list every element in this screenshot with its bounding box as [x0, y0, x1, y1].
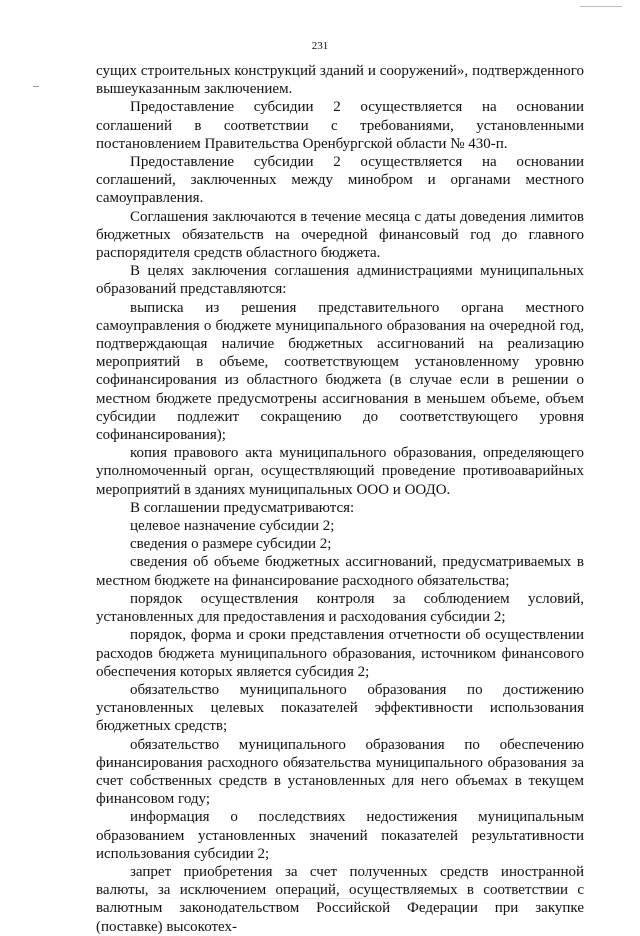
scan-shadow [110, 898, 530, 899]
margin-mark [33, 86, 39, 87]
paragraph-continuation: сущих строительных конструкций зданий и сооружений», подтвержденного вышеуказанным заключением. [96, 63, 584, 98]
paragraph-nonachievement-consequences: информация о последствиях недостижения муниципальным образованием установленных значений показателей результативности использования субсидии 2; [96, 809, 584, 862]
paragraph-currency-ban: запрет приобретения за счет полученных средств иностранной валюты, за исключением операций, осуществляемых в соответствии с валютным законодательством Российской Федерации при закупке (поставке) высокотех- [96, 863, 584, 935]
paragraph-legal-act-copy: копия правового акта муниципального образования, определяющего уполномоченный орган, осуществляющий проведение противоаварийных мероприятий в зданиях муниципальных ООО и ООДО. [96, 445, 584, 498]
paragraph-target-indicators: обязательство муниципального образования по достижению установленных целевых показателей эффективности использования бюджетных средств; [96, 681, 584, 735]
paragraph-purpose: целевое назначение субсидии 2; [130, 518, 335, 535]
paragraph-agreement-contents-intro: В соглашении предусматриваются: [130, 499, 355, 516]
page-number: 231 [311, 40, 329, 52]
paragraph-budget-extract: выписка из решения представительного органа местного самоуправления о бюджете муниципального образования на очередной год, подтверждающая наличие бюджетных ассигнований на реализацию мероприятий в объеме, соответствующем установленному уровню софинансирования из областного бюджета (в случае если в решении о местном бюджете предусмотрены ассигнования в меньшем объеме, объем субсидии подлежит сокращению до соответствующего уровня софинансирования); [96, 299, 584, 444]
page-body [96, 62, 584, 936]
paragraph-amount: сведения о размере субсидии 2; [130, 536, 332, 553]
paragraph-budget-allocations: сведения об объеме бюджетных ассигнований, предусматриваемых в местном бюджете на финансирование расходного обязательства; [96, 554, 584, 589]
scan-artifact [580, 0, 622, 7]
paragraph-documents-intro: В целях заключения соглашения администрациями муниципальных образований представляются: [96, 263, 584, 298]
paragraph-subsidy-agreements: Предоставление субсидии 2 осуществляется на основании соглашений, заключенных между минобром и органами местного самоуправления. [96, 154, 584, 207]
paragraph-subsidy-basis: Предоставление субсидии 2 осуществляется на основании соглашений в соответствии с требованиями, установленными постановлением Правительства Оренбургской области № 430-п. [96, 99, 584, 152]
paragraph-agreement-timing: Соглашения заключаются в течение месяца с даты доведения лимитов бюджетных обязательств на очередной финансовый год до главного распорядителя средств областного бюджета. [96, 208, 584, 262]
paragraph-reporting: порядок, форма и сроки представления отчетности об осуществлении расходов бюджета муниципального образования, источником финансового обеспечения которых является субсидия 2; [96, 627, 584, 680]
paragraph-cofinancing-obligation: обязательство муниципального образования по обеспечению финансирования расходного обязательства муниципального образования за счет собственных средств в установленных для него объемах в текущем финансовом году; [96, 736, 584, 808]
paragraph-control-procedure: порядок осуществления контроля за соблюдением условий, установленных для предоставления и расходования субсидии 2; [96, 590, 584, 626]
